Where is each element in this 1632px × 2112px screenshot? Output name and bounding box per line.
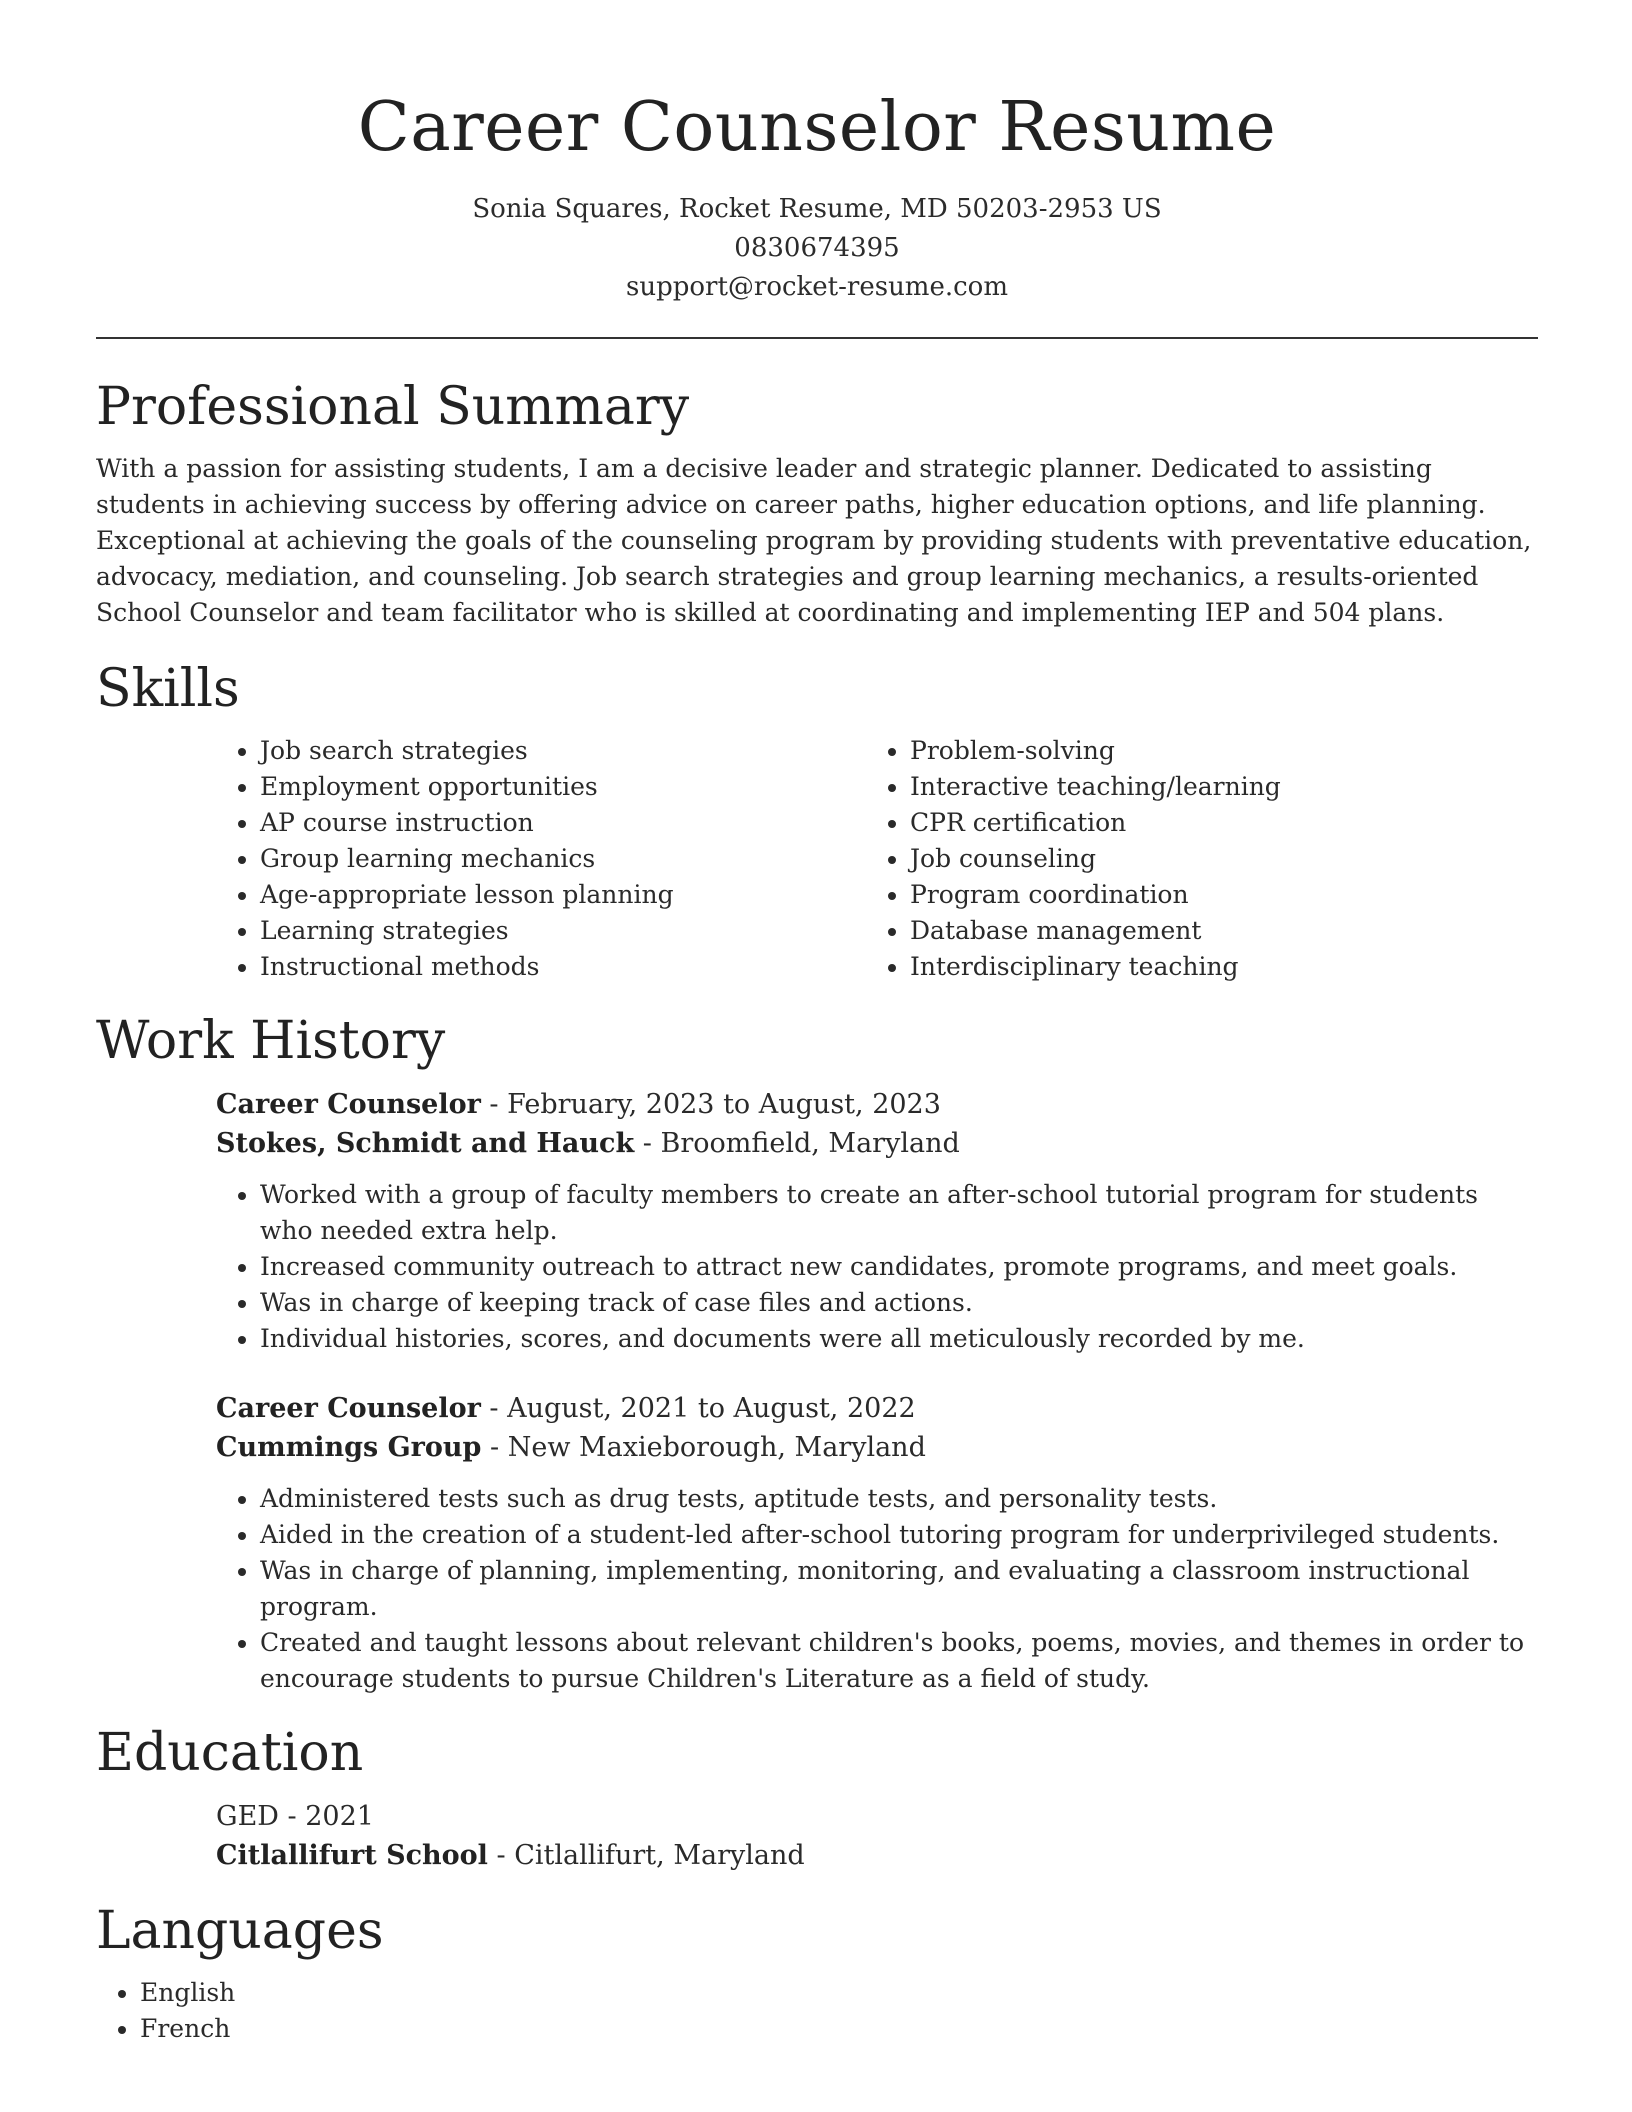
job-entry [216,1085,1538,1357]
resume-page [96,0,1538,2047]
skill-item: • AP course instruction [260,805,866,841]
job-location: New Maxieborough, Maryland [507,1432,926,1463]
job-bullets [96,1481,1538,1697]
language-item: • French [140,2011,1538,2047]
job-company: Cummings Group [216,1432,482,1463]
skills-heading: Skills [96,659,240,719]
languages-section [96,1899,1538,2047]
job-dates: February, 2023 to August, 2023 [507,1089,941,1120]
job-entry [216,1389,1538,1697]
skills-grid [216,733,1538,985]
job-bullet: • Was in charge of keeping track of case files and actions. [260,1285,1538,1321]
skills-list-left [216,733,866,985]
contact-phone: 0830674395 [734,233,900,263]
job-bullet: • Increased community outreach to attract new candidates, promote programs, and meet goals. [260,1249,1538,1285]
work-section [96,1009,1538,1697]
contact-block [96,190,1538,307]
skill-item: • Job counseling [910,841,1516,877]
skill-item: • Problem-solving [910,733,1516,769]
skill-item: • CPR certification [910,805,1516,841]
separator: - [480,1393,508,1424]
skills-column-left [216,733,866,985]
job-bullet: • Created and taught lessons about relevant children's books, poems, movies, and themes in order to encourage students to pursue Children's Literature as a field of study. [260,1625,1538,1697]
languages-list [96,1975,1538,2047]
skill-item: • Interdisciplinary teaching [910,949,1516,985]
language-item: • English [140,1975,1538,2011]
languages-heading: Languages [96,1901,384,1961]
education-school-line [216,1836,1538,1875]
education-year: 2021 [305,1801,374,1832]
skill-item: • Instructional methods [260,949,866,985]
work-heading: Work History [96,1011,446,1071]
education-heading: Education [96,1723,364,1783]
skill-item: • Job search strategies [260,733,866,769]
separator: - [278,1801,306,1832]
job-bullet: • Individual histories, scores, and documents were all meticulously recorded by me. [260,1321,1538,1357]
education-section [96,1721,1538,1875]
skill-item: • Database management [910,913,1516,949]
education-entry [216,1797,1538,1875]
job-title-line [216,1085,1538,1124]
skill-item: • Age-appropriate lesson planning [260,877,866,913]
resume-title: Career Counselor Resume [357,88,1277,167]
separator: - [481,1432,508,1463]
skills-column-right [866,733,1516,985]
education-location: Citlallifurt, Maryland [514,1840,805,1871]
job-company: Stokes, Schmidt and Hauck [216,1128,635,1159]
summary-heading: Professional Summary [96,377,690,437]
skill-item: • Interactive teaching/learning [910,769,1516,805]
education-school: Citlallifurt School [216,1840,488,1871]
contact-email: support@rocket-resume.com [625,272,1008,302]
summary-section [96,375,1538,631]
job-bullet: • Worked with a group of faculty members to create an after-school tutorial program for students who needed extra help. [260,1177,1538,1249]
job-company-line [216,1124,1538,1163]
separator: - [634,1128,661,1159]
job-dates: August, 2021 to August, 2022 [507,1393,916,1424]
education-degree: GED [216,1801,279,1832]
skills-list-right [866,733,1516,985]
education-degree-line [216,1797,1538,1836]
skill-item: • Learning strategies [260,913,866,949]
skill-item: • Program coordination [910,877,1516,913]
summary-text: With a passion for assisting students, I am a decisive leader and strategic planner. Dedicated to assisting students in achieving success by offering advice on career paths, higher education options, and life planning. Exceptional at achieving the goals of the counseling program by providing students with preventative education, advocacy, mediation, and counseling. Job search strategies and group learning mechanics, a results-oriented School Counselor and team facilitator who is skilled at coordinating and implementing IEP and 504 plans. [96,454,1532,627]
job-title: Career Counselor [216,1393,481,1424]
skill-item: • Employment opportunities [260,769,866,805]
resume-header [96,0,1538,307]
job-bullet: • Aided in the creation of a student-led after-school tutoring program for underprivileged students. [260,1517,1538,1553]
separator: - [487,1840,515,1871]
skills-section [96,657,1538,985]
job-bullets [96,1177,1538,1357]
job-bullet: • Administered tests such as drug tests, aptitude tests, and personality tests. [260,1481,1538,1517]
contact-address: Sonia Squares, Rocket Resume, MD 50203-2953 US [472,194,1162,224]
header-divider [96,337,1538,339]
separator: - [480,1089,508,1120]
job-title: Career Counselor [216,1089,481,1120]
job-title-line [216,1389,1538,1428]
job-bullet: • Was in charge of planning, implementing, monitoring, and evaluating a classroom instructional program. [260,1553,1538,1625]
skill-item: • Group learning mechanics [260,841,866,877]
job-company-line [216,1428,1538,1467]
job-location: Broomfield, Maryland [660,1128,960,1159]
